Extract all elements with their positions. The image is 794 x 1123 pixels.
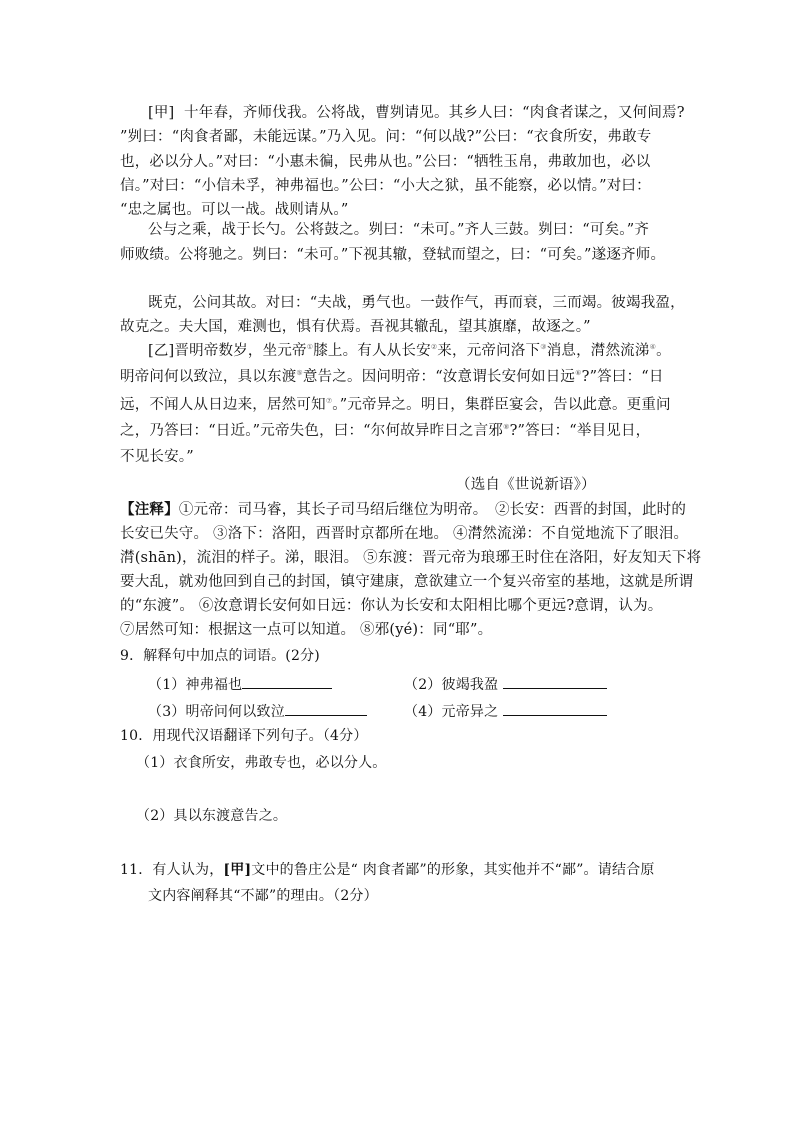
passage-a-line-3: 也，必以分人。”对曰：“小惠未徧，民弗从也。”公曰：“牺牲玉帛，弗敢加也，必以 bbox=[120, 154, 651, 170]
notes-line-1: 【注释】①元帝：司马睿，其长子司马绍后继位为明帝。 ②长安：西晋的封国，此时的 bbox=[120, 501, 687, 518]
note-ref-8: ⑧ bbox=[503, 423, 510, 432]
question-9-item-2: （2）彼竭我盈 bbox=[404, 674, 607, 694]
answer-blank-9-1[interactable] bbox=[242, 674, 332, 689]
note-ref-2: ② bbox=[430, 343, 438, 352]
answer-blank-9-4[interactable] bbox=[503, 701, 607, 716]
passage-a-tag: [甲] bbox=[148, 105, 175, 121]
question-9-item-3: （3）明帝问何以致泣 bbox=[148, 701, 367, 721]
notes-line-4: 要大乱，就劝他回到自己的封国，镇守建康，意欲建立一个复兴帝室的基地，这就是所谓 bbox=[120, 574, 694, 590]
passage-a-p3-line-2: 故克之。夫大国，难测也，惧有伏焉。吾视其辙乱，望其旗靡，故逐之。” bbox=[120, 319, 591, 335]
notes-line-2: 长安已失守。 ③洛下：洛阳，西晋时京都所在地。 ④潸然流涕：不自觉地流下了眼泪。 bbox=[120, 526, 689, 542]
passage-b-line-2: 明帝问何以致泣，具以东渡⑤意告之。因问明帝：“汝意谓长安何如日远⑥?”答曰：“日 bbox=[120, 369, 664, 385]
notes-line-5: 的“东渡”。 ⑥汝意谓长安何如日远：你认为长安和太阳相比哪个更远?意谓，认为。 bbox=[120, 598, 663, 614]
notes-line-3: 潸(shān)，流泪的样子。涕，眼泪。 ⑤东渡：晋元帝为琅琊王时住在洛阳，好友知天下将 bbox=[120, 550, 702, 566]
question-9-item-4: （4）元帝异之 bbox=[404, 701, 607, 721]
passage-b-line-1: [乙]晋明帝数岁，坐元帝①膝上。有人从长安②来，元帝问洛下③消息，潸然流涕④。 bbox=[148, 343, 671, 359]
question-9-stem: 9．解释句中加点的词语。(2分) bbox=[120, 648, 320, 664]
question-9-item-1: （1）神弗福也 bbox=[148, 674, 332, 694]
question-10-item-2: （2）具以东渡意告之。 bbox=[136, 808, 288, 824]
question-11-line-2: 文内容阐释其“不鄙”的理由。（2分） bbox=[148, 888, 378, 904]
note-ref-4: ④ bbox=[649, 343, 657, 352]
passage-a-p2-line-1: 公与之乘，战于长勺。公将鼓之。刿曰：“未可。”齐人三鼓。刿曰：“可矣。”齐 bbox=[148, 222, 650, 238]
note-ref-1: ① bbox=[306, 343, 314, 352]
question-10-stem: 10．用现代汉语翻译下列句子。（4分） bbox=[120, 728, 368, 744]
passage-a-line-5: “忠之属也。可以一战。战则请从。” bbox=[120, 202, 349, 218]
passage-a-line-1: [甲] 十年春，齐师伐我。公将战，曹刿请见。其乡人曰：“肉食者谋之，又何间焉? bbox=[148, 105, 685, 121]
note-ref-3: ③ bbox=[540, 343, 547, 352]
passage-b-line-4: 之，乃答曰：“日近。”元帝失色，曰：“尔何故异昨日之言邪⑧?”答曰：“举目见日， bbox=[120, 423, 651, 439]
passage-a-p3-line-1: 既克，公问其故。对曰：“夫战，勇气也。一鼓作气，再而衰，三而竭。彼竭我盈， bbox=[148, 295, 685, 311]
note-ref-6: ⑥ bbox=[575, 369, 582, 378]
passage-a-p2-line-2: 师败绩。公将驰之。刿曰：“未可。”下视其辙，登轼而望之，曰：“可矣。”遂逐齐师。 bbox=[120, 247, 666, 263]
question-10-item-1: （1）衣食所安，弗敢专也，必以分人。 bbox=[136, 755, 387, 771]
passage-source: （选自《世说新语》） bbox=[456, 477, 596, 493]
passage-b-line-3: 远，不闻人从日边来，居然可知⑦。”元帝异之。明日，集群臣宴会，告以此意。更重问 bbox=[120, 397, 671, 413]
passage-b-line-5: 不见长安。” bbox=[120, 449, 194, 465]
notes-label: 【注释】 bbox=[120, 501, 179, 518]
note-ref-5: ⑤ bbox=[296, 369, 303, 378]
passage-a-line-4: 信。”对曰：“小信未孚，神弗福也。”公曰：“小大之狱，虽不能察，必以情。”对曰： bbox=[120, 178, 651, 194]
passage-a-line-2: ”刿曰：“肉食者鄙，未能远谋。”乃入见。问：“何以战?”公曰：“衣食所安，弗敢专 bbox=[120, 129, 652, 145]
answer-blank-9-2[interactable] bbox=[503, 674, 607, 689]
answer-blank-9-3[interactable] bbox=[285, 701, 367, 716]
notes-line-6: ⑦居然可知：根据这一点可以知道。 ⑧邪(yé)：同“耶”。 bbox=[120, 622, 493, 638]
question-11-line-1: 11．有人认为，[甲]文中的鲁庄公是“ 肉食者鄙”的形象，其实他并不“鄙”。请结合原 bbox=[120, 862, 655, 878]
question-11-tag: [甲] bbox=[223, 862, 252, 878]
note-ref-7: ⑦ bbox=[325, 397, 333, 406]
